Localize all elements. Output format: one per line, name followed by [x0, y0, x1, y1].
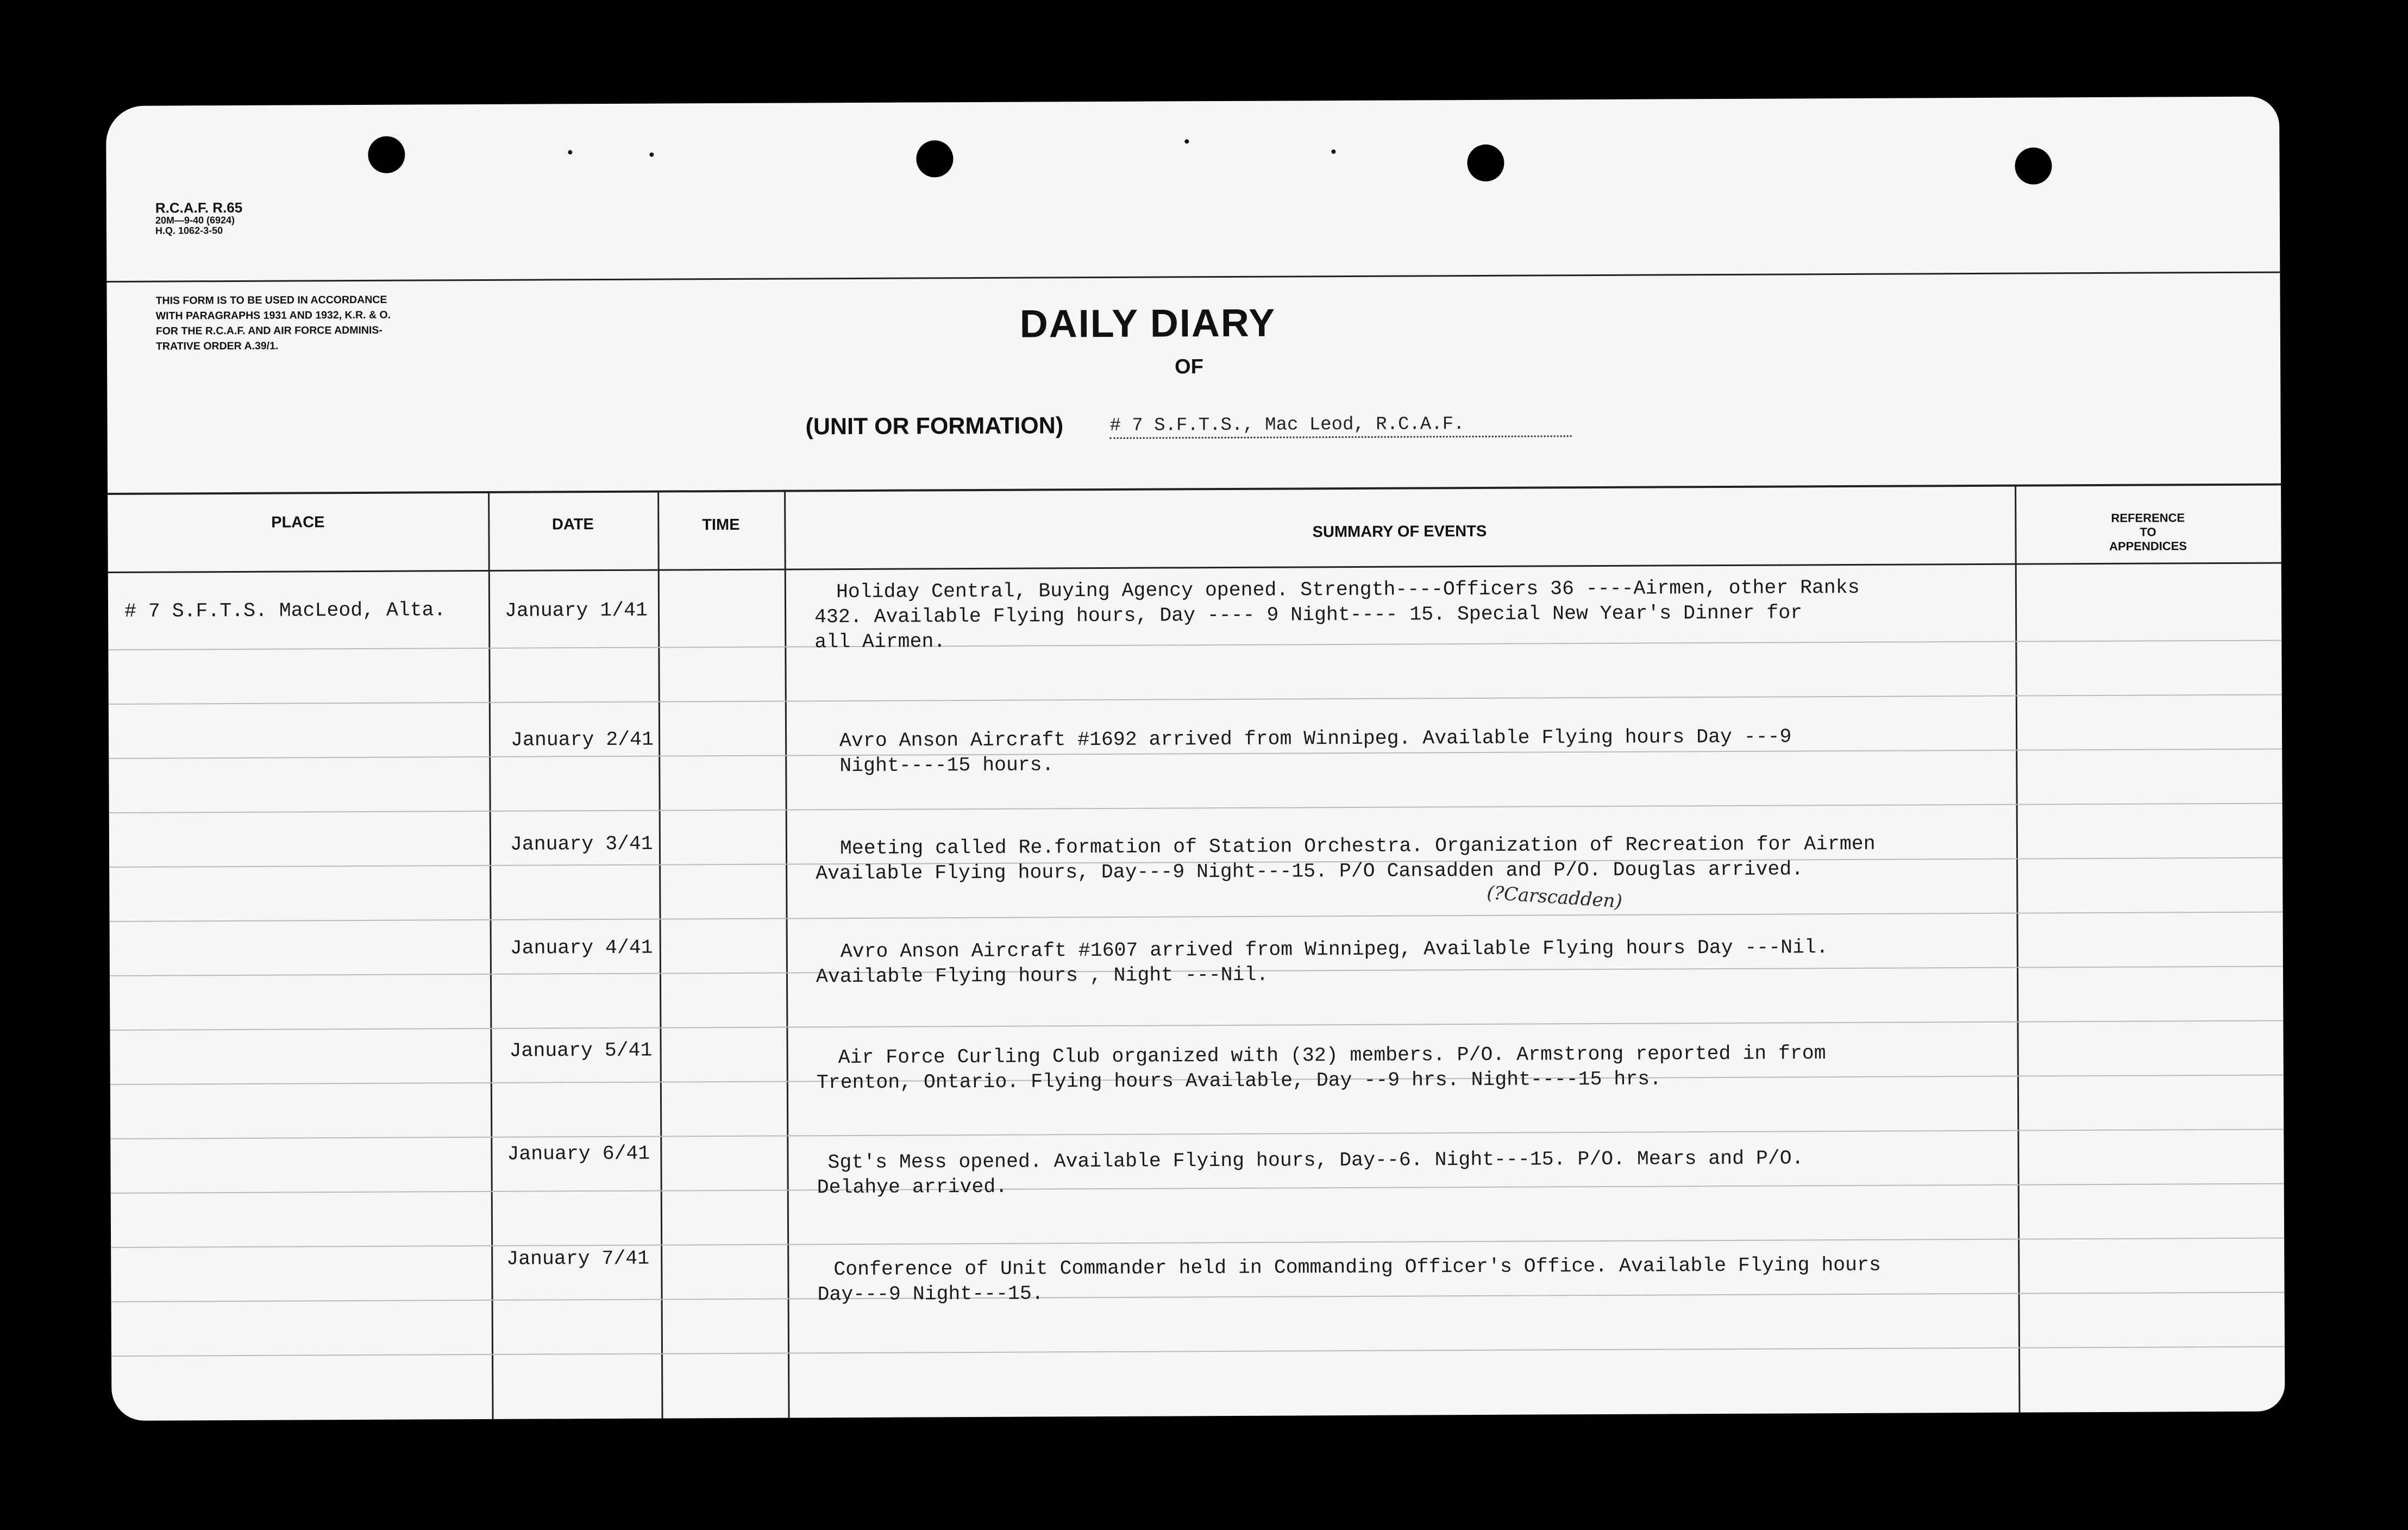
entry-summary: [817, 1253, 1881, 1308]
entry-summary: [817, 1146, 1803, 1200]
instruction-line: WITH PARAGRAPHS 1931 AND 1932, K.R. & O.: [155, 309, 391, 322]
summary-line: 432. Available Flying hours, Day ---- 9 Night---- 15. Special New Year's Dinner for: [814, 601, 1803, 629]
ruled-line: [111, 1346, 2285, 1357]
ruled-line: [109, 803, 2282, 813]
entry-date: January 2/41: [511, 728, 654, 751]
entry-date: January 4/41: [510, 936, 653, 960]
summary-line: Delahye arrived.: [817, 1175, 1008, 1199]
dust-speck: [649, 153, 654, 157]
summary-line: Trenton, Ontario. Flying hours Available, Day --9 hrs. Night----15 hrs.: [816, 1068, 1662, 1094]
form-code: [155, 200, 243, 236]
entry-date: January 7/41: [506, 1247, 650, 1270]
ruled-line: [111, 1238, 2284, 1248]
punch-hole: [1467, 145, 1504, 181]
instruction-line: THIS FORM IS TO BE USED IN ACCORDANCE: [155, 293, 387, 307]
summary-line: Available Flying hours, Day---9 Night---15. P/O Cansadden and P/O. Douglas arrived.: [816, 858, 1804, 885]
entry-summary: [814, 575, 1860, 655]
reference-header-line: TO: [2140, 525, 2156, 539]
column-divider: [2015, 486, 2020, 1413]
ruled-line: [110, 1129, 2284, 1139]
entry-date: January 5/41: [509, 1039, 653, 1062]
summary-line: Day---9 Night---15.: [817, 1282, 1044, 1306]
summary-line: Conference of Unit Commander held in Commanding Officer's Office. Available Flying hours: [833, 1253, 1881, 1281]
place-cell: # 7 S.F.T.S. MacLeod, Alta.: [124, 599, 446, 623]
form-code-line: 20M—9-40 (6924): [155, 215, 235, 226]
summary-line: Avro Anson Aircraft #1607 arrived from Winnipeg, Available Flying hours Day ---Nil.: [840, 936, 1828, 963]
column-header-time: TIME: [702, 516, 740, 534]
instruction-line: FOR THE R.C.A.F. AND AIR FORCE ADMINIS-: [155, 324, 382, 337]
ruled-line: [110, 912, 2283, 922]
summary-line: Available Flying hours , Night ---Nil.: [816, 963, 1269, 988]
summary-line: Holiday Central, Buying Agency opened. Strength----Officers 36 ----Airmen, other Ranks: [836, 576, 1860, 604]
reference-header-line: REFERENCE: [2111, 511, 2185, 525]
entry-date: January 1/41: [504, 599, 648, 622]
diary-card: [106, 97, 2285, 1421]
summary-line: Avro Anson Aircraft #1692 arrived from Winnipeg. Available Flying hours Day ---9: [839, 725, 1792, 753]
column-header-summary: SUMMARY OF EVENTS: [1312, 522, 1487, 541]
punch-hole: [368, 136, 405, 173]
column-header-place: PLACE: [271, 513, 325, 531]
summary-line: Night----15 hours.: [839, 754, 1054, 777]
form-instruction: [156, 291, 547, 354]
punch-hole: [2015, 147, 2052, 184]
summary-line: all Airmen.: [814, 630, 946, 654]
dust-speck: [568, 150, 572, 154]
table-top-rule: [108, 484, 2281, 495]
column-header-date: DATE: [551, 516, 594, 534]
column-divider: [784, 492, 789, 1418]
summary-line: Meeting called Re.formation of Station Orchestra. Organization of Recreation for Airmen: [839, 832, 1876, 860]
entry-summary: [817, 1041, 1826, 1095]
column-divider: [488, 493, 493, 1419]
summary-line: Sgt's Mess opened. Available Flying hours, Day--6. Night---15. P/O. Mears and P/O.: [827, 1147, 1804, 1174]
instruction-line: TRATIVE ORDER A.39/1.: [155, 340, 279, 353]
entry-summary: [816, 935, 1828, 989]
reference-header-line: APPENDICES: [2109, 539, 2187, 553]
entry-date: January 6/41: [507, 1142, 650, 1165]
ruled-line: [109, 694, 2282, 705]
dust-speck: [1331, 149, 1335, 154]
unit-label: (UNIT OR FORMATION): [805, 412, 1064, 440]
handwritten-annotation: (?Carscadden): [1486, 882, 1623, 913]
form-code-line: H.Q. 1062-3-50: [155, 225, 223, 236]
entry-summary: [839, 724, 1792, 779]
header-rule: [106, 272, 2280, 283]
entry-date: January 3/41: [510, 832, 653, 856]
entry-summary: [816, 832, 1876, 887]
column-header-reference: [2015, 511, 2281, 554]
diary-of: OF: [1175, 355, 1203, 379]
punch-hole: [916, 140, 953, 177]
column-divider: [657, 492, 663, 1419]
dust-speck: [1184, 139, 1189, 143]
diary-title: DAILY DIARY: [1019, 301, 1276, 346]
unit-value: # 7 S.F.T.S., Mac Leod, R.C.A.F.: [1110, 413, 1572, 439]
ruled-line: [110, 1020, 2283, 1031]
form-code-line: R.C.A.F. R.65: [155, 199, 243, 216]
summary-line: Air Force Curling Club organized with (32) members. P/O. Armstrong reported in from: [838, 1042, 1826, 1069]
table-header-rule: [108, 562, 2281, 573]
